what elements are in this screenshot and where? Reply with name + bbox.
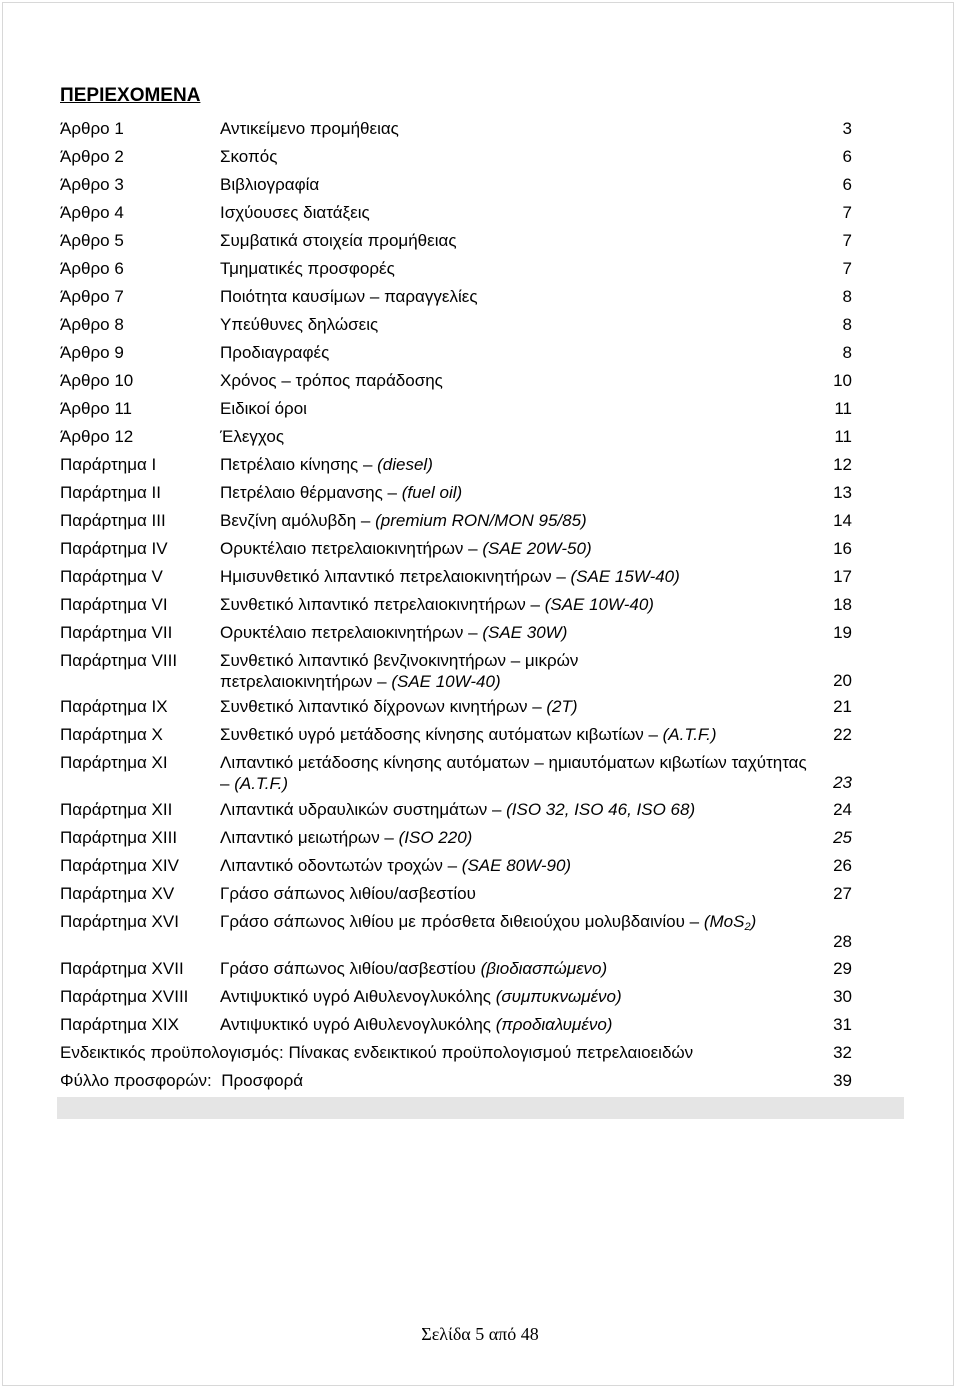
entry-page-number: 39: [833, 1071, 852, 1090]
entry-label: Παράρτημα IX: [60, 697, 168, 716]
entry-label: Παράρτημα V: [60, 567, 163, 586]
entry-page-number: 31: [833, 1015, 852, 1034]
entry-label: Άρθρο 9: [60, 343, 124, 362]
entry-label: Παράρτημα VII: [60, 623, 173, 642]
entry-label: Παράρτημα XV: [60, 884, 175, 903]
entry-label: Παράρτημα XIX: [60, 1015, 179, 1034]
entry-label: Άρθρο 5: [60, 231, 124, 250]
entry-page-number: 29: [833, 959, 852, 978]
entry-title: Πετρέλαιο κίνησης – (diesel): [220, 455, 433, 474]
entry-title: Ημισυνθετικό λιπαντικό πετρελαιοκινητήρων – (SAE 15W-40): [220, 567, 680, 586]
entry-title: Γράσο σάπωνος λιθίου/ασβεστίου: [220, 884, 476, 903]
page-footer: Σελίδα 5 από 48: [421, 1324, 539, 1344]
entry-label: Παράρτημα X: [60, 725, 163, 744]
entry-label: Παράρτημα XVII: [60, 959, 184, 978]
entry-title: Έλεγχος: [220, 427, 285, 446]
entry-page-number: 7: [842, 259, 852, 278]
entry-label: Παράρτημα VIII: [60, 651, 178, 670]
entry-title: Ορυκτέλαιο πετρελαιοκινητήρων – (SAE 20W-50): [220, 539, 592, 558]
entry-page-number: 7: [842, 231, 852, 250]
entry-title: Συνθετικό υγρό μετάδοσης κίνησης αυτόματων κιβωτίων – (A.T.F.): [220, 725, 717, 744]
entry-title: Συνθετικό λιπαντικό δίχρονων κινητήρων – (2T): [220, 697, 578, 716]
entry-label: Άρθρο 3: [60, 175, 124, 194]
entry-label: Παράρτημα I: [60, 455, 157, 474]
entry-title: Λιπαντικό μειωτήρων – (ISO 220): [220, 828, 473, 847]
entry-title: Συμβατικά στοιχεία προμήθειας: [220, 231, 457, 250]
entry-label: Άρθρο 8: [60, 315, 124, 334]
entry-page-number: 12: [833, 455, 852, 474]
entry-page-number: 6: [842, 175, 852, 194]
shaded-separator-bar: [57, 1097, 904, 1119]
entry-label: Άρθρο 6: [60, 259, 124, 278]
entry-label: Άρθρο 2: [60, 147, 124, 166]
entry-label: Άρθρο 12: [60, 427, 134, 446]
entry-page-number: 23: [833, 773, 852, 792]
entry-page-number: 14: [833, 511, 852, 530]
entry-title: Βιβλιογραφία: [220, 175, 320, 194]
entry-title: Αντιψυκτικό υγρό Αιθυλενογλυκόλης (συμπυκνωμένο): [220, 987, 622, 1006]
entry-label: Άρθρο 1: [60, 119, 124, 138]
entry-title: Λιπαντικό οδοντωτών τροχών – (SAE 80W-90): [220, 856, 572, 875]
entry-page-number: 22: [833, 725, 852, 744]
entry-label: Παράρτημα XI: [60, 753, 168, 772]
entry-title: Ειδικοί όροι: [220, 399, 307, 418]
entry-title: Λιπαντικά υδραυλικών συστημάτων – (ISO 32, ISO 46, ISO 68): [220, 800, 696, 819]
entry-page-number: 24: [833, 800, 852, 819]
entry-title: Προδιαγραφές: [220, 343, 330, 362]
entry-title: Λιπαντικό μετάδοσης κίνησης αυτόματων – ημιαυτόματων κιβωτίων ταχύτητας – (A.T.F.): [220, 753, 807, 793]
entry-page-number: 25: [833, 828, 852, 847]
entry-label: Παράρτημα XVIII: [60, 987, 189, 1006]
entry-page-number: 16: [833, 539, 852, 558]
entry-page-number: 13: [833, 483, 852, 502]
entry-full-title: Ενδεικτικός προϋπολογισμός: Πίνακας ενδεικτικού προϋπολογισμού πετρελαιοειδών: [60, 1043, 694, 1062]
entry-page-number: 10: [833, 371, 852, 390]
entry-label: Παράρτημα XIII: [60, 828, 178, 847]
entry-page-number: 21: [833, 697, 852, 716]
entry-page-number: 7: [842, 203, 852, 222]
entry-label: Παράρτημα VI: [60, 595, 168, 614]
entry-title: Σκοπός: [220, 147, 278, 166]
entry-title: Αντιψυκτικό υγρό Αιθυλενογλυκόλης (προδιαλυμένο): [220, 1015, 613, 1034]
entry-page-number: 8: [842, 343, 852, 362]
entry-label: Παράρτημα II: [60, 483, 161, 502]
entry-label: Άρθρο 7: [60, 287, 124, 306]
entry-page-number: 8: [842, 287, 852, 306]
entry-page-number: 11: [834, 427, 852, 446]
entry-page-number: 17: [833, 567, 852, 586]
entry-page-number: 3: [842, 119, 852, 138]
entry-page-number: 26: [833, 856, 852, 875]
entry-title: Τμηματικές προσφορές: [220, 259, 395, 278]
entry-page-number: 27: [833, 884, 852, 903]
entry-title: Χρόνος – τρόπος παράδοσης: [220, 371, 443, 390]
entry-page-number: 20: [833, 671, 852, 690]
entry-page-number: 19: [833, 623, 852, 642]
entry-title: Συνθετικό λιπαντικό πετρελαιοκινητήρων – (SAE 10W-40): [220, 595, 654, 614]
entry-title: Ποιότητα καυσίμων – παραγγελίες: [220, 287, 478, 306]
entry-label: Παράρτημα IV: [60, 539, 168, 558]
entry-label: Άρθρο 11: [60, 399, 132, 418]
entry-label: Παράρτημα XIV: [60, 856, 179, 875]
entry-page-number: 30: [833, 987, 852, 1006]
entry-title: Ορυκτέλαιο πετρελαιοκινητήρων – (SAE 30W): [220, 623, 568, 642]
entry-title: Υπεύθυνες δηλώσεις: [220, 315, 379, 334]
entry-label: Παράρτημα XVI: [60, 912, 179, 931]
entry-page-number: 8: [842, 315, 852, 334]
entry-title: Ισχύουσες διατάξεις: [220, 203, 370, 222]
entry-page-number: 18: [833, 595, 852, 614]
entry-full-title: Φύλλο προσφορών: Προσφορά: [60, 1071, 304, 1090]
entry-page-number: 32: [833, 1043, 852, 1062]
entry-label: Παράρτημα III: [60, 511, 166, 530]
entry-title: Βενζίνη αμόλυβδη – (premium RON/MON 95/85): [220, 511, 587, 530]
toc-heading: ΠΕΡΙΕΧΟΜΕΝΑ: [60, 85, 201, 106]
entry-title: Γράσο σάπωνος λιθίου με πρόσθετα διθειούχου μολυβδαινίου – (MoS$_2$): [220, 912, 757, 933]
entry-label: Άρθρο 10: [60, 371, 134, 390]
entry-title: Γράσο σάπωνος λιθίου/ασβεστίου (βιοδιασπώμενο): [220, 959, 608, 978]
entry-label: Άρθρο 4: [60, 203, 124, 222]
entry-page-number: 28: [833, 932, 852, 951]
entry-title: Πετρέλαιο θέρμανσης – (fuel oil): [220, 483, 463, 502]
entry-label: Παράρτημα XII: [60, 800, 173, 819]
entry-title: Συνθετικό λιπαντικό βενζινοκινητήρων – μικρών πετρελαιοκινητήρων – (SAE 10W-40): [220, 651, 579, 691]
entry-title: Αντικείμενο προμήθειας: [220, 119, 399, 138]
entry-page-number: 11: [834, 399, 852, 418]
entry-page-number: 6: [842, 147, 852, 166]
